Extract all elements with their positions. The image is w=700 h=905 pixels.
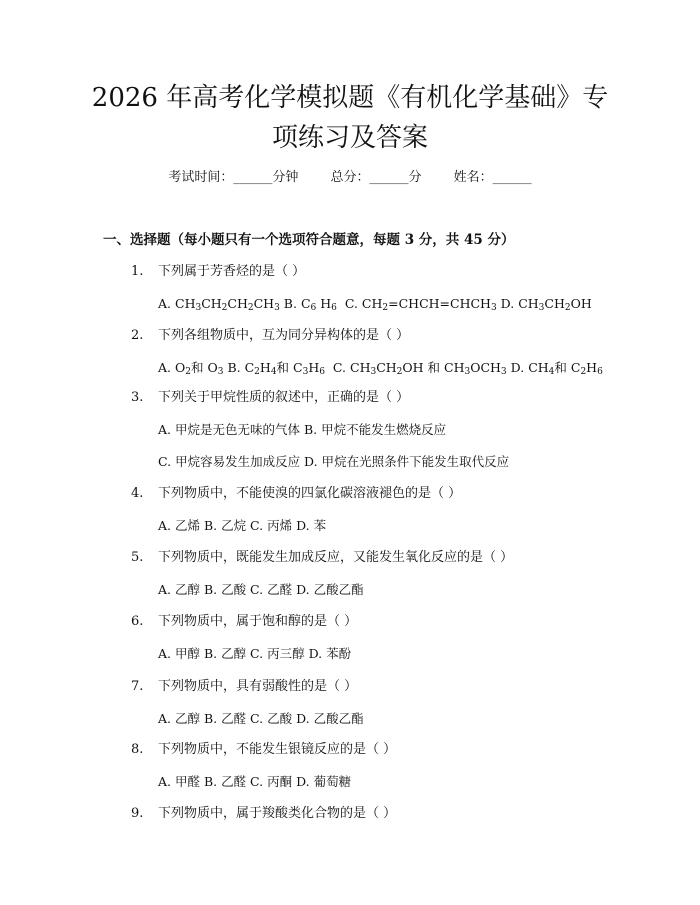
- question-stem: 下列关于甲烷性质的叙述中，正确的是（ ）: [158, 390, 410, 405]
- question-stem: 下列物质中，属于饱和醇的是（ ）: [158, 614, 358, 629]
- question-4-options: A. 乙烯 B. 乙烷 C. 丙烯 D. 苯: [158, 518, 327, 533]
- question-stem: 下列属于芳香烃的是（ ）: [158, 264, 306, 279]
- question-number: 4.: [131, 486, 144, 501]
- title-line-2: 项练习及答案: [271, 123, 428, 153]
- question-5-options: A. 乙醇 B. 乙酸 C. 乙醛 D. 乙酸乙酯: [158, 582, 364, 597]
- question-number: 2.: [131, 328, 144, 343]
- question-2-options: A. $O_2$和 $O_3$ B. $C_2H_4$和 $C_3H_6$ C. $CH_3CH_2OH$ 和 $CH_3OCH_3$ D. $CH_4$和 $C_2H_6$: [158, 360, 603, 377]
- exam-time-field: 考试时间：______分钟: [168, 170, 299, 185]
- question-number: 5.: [131, 550, 144, 565]
- question-stem: 下列各组物质中，互为同分异构体的是（ ）: [158, 328, 410, 343]
- question-number: 9.: [131, 806, 144, 821]
- question-stem: 下列物质中，具有弱酸性的是（ ）: [158, 679, 358, 694]
- document-title: [60, 78, 640, 158]
- question-number: 7.: [131, 679, 144, 694]
- question-8-options: A. 甲醛 B. 乙醛 C. 丙酮 D. 葡萄糖: [158, 774, 352, 789]
- question-6-options: A. 甲醇 B. 乙醇 C. 丙三醇 D. 苯酚: [158, 646, 352, 661]
- question-3-options-line-2: C. 甲烷容易发生加成反应 D. 甲烷在光照条件下能发生取代反应: [158, 454, 510, 469]
- student-name-field: 姓名：______: [453, 170, 532, 185]
- question-stem: 下列物质中，不能发生银镜反应的是（ ）: [158, 742, 397, 757]
- section-title: 一、选择题（每小题只有一个选项符合题意，每题 3 分，共 45 分）: [103, 232, 515, 248]
- question-stem: 下列物质中，不能使溴的四氯化碳溶液褪色的是（ ）: [158, 486, 462, 501]
- question-1-options: A. $CH_3CH_2CH_2CH_3$ B. $C_6$ $H_6$ C. $CH_2=CHCH=CHCH_3$ D. $CH_3CH_2OH$: [158, 296, 592, 313]
- question-stem: 下列物质中，既能发生加成反应，又能发生氧化反应的是（ ）: [158, 550, 514, 565]
- question-number: 6.: [131, 614, 144, 629]
- exam-info-row: [0, 168, 700, 188]
- title-line-1: 2026 年高考化学模拟题《有机化学基础》专: [91, 83, 609, 113]
- question-number: 1.: [131, 264, 144, 279]
- question-number: 8.: [131, 742, 144, 757]
- question-3-options-line-1: A. 甲烷是无色无味的气体 B. 甲烷不能发生燃烧反应: [158, 422, 447, 437]
- total-score-field: 总分：______分: [330, 170, 422, 185]
- question-number: 3.: [131, 390, 144, 405]
- question-stem: 下列物质中，属于羧酸类化合物的是（ ）: [158, 806, 397, 821]
- question-7-options: A. 乙醇 B. 乙醛 C. 乙酸 D. 乙酸乙酯: [158, 711, 364, 726]
